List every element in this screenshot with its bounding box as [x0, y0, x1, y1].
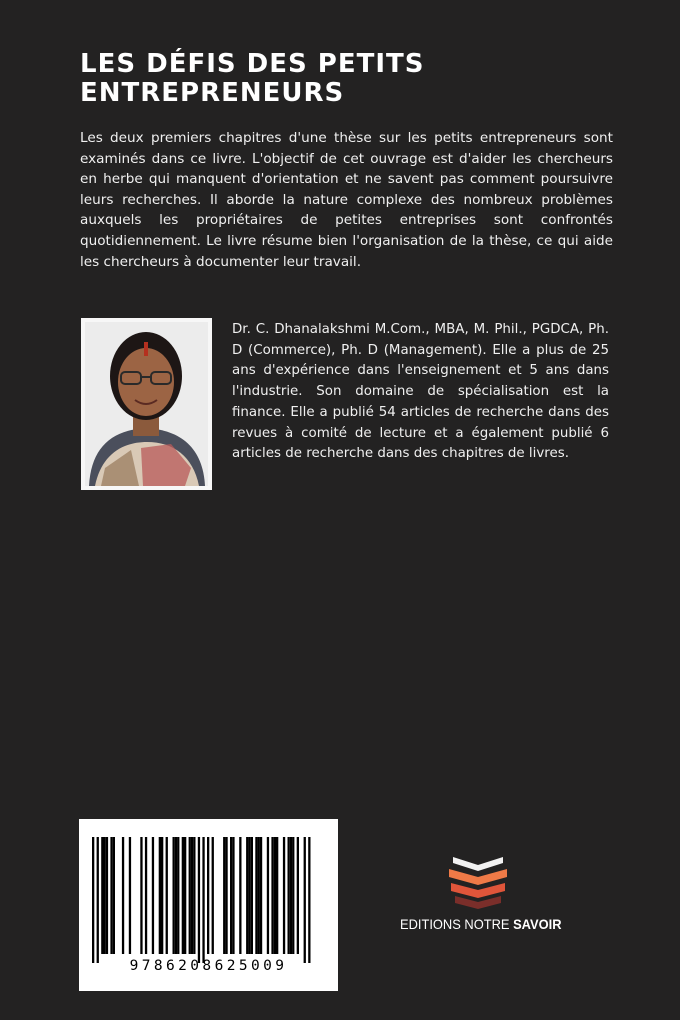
barcode-bar [122, 837, 124, 954]
publisher-name [400, 916, 562, 932]
barcode-bar [292, 837, 294, 954]
barcode-bar [304, 837, 306, 963]
barcode-bar [267, 837, 269, 954]
barcode-bar [161, 837, 163, 954]
barcode-bar [104, 837, 106, 954]
barcode-bar [251, 837, 253, 954]
barcode-bar [225, 837, 227, 954]
barcode-bar [276, 837, 278, 954]
barcode-bar [255, 837, 257, 954]
barcode-bar [248, 837, 250, 954]
barcode-bar [92, 837, 94, 963]
barcode-bar [271, 837, 273, 954]
barcode-bar [260, 837, 262, 954]
barcode-bar [193, 837, 195, 954]
barcode-bar [177, 837, 179, 954]
author-bio: Dr. C. Dhanalakshmi M.Com., MBA, M. Phil., PGDCA, Ph. D (Commerce), Ph. D (Management). Elle a plus de 25 ans d'expérience dans l'enseignement et 5 ans dans l'industrie. Son domaine de spécialisation est la finance. Elle a publié 54 articles de recherche dans des revues à comité de lecture et a également publié 6 articles de recherche dans des chapitres de livres. [232, 322, 609, 462]
barcode-bar [159, 837, 161, 954]
barcode-bar [113, 837, 115, 954]
barcode-bar [297, 837, 299, 954]
book-stack-icon [443, 853, 513, 913]
barcode-bar [173, 837, 175, 954]
barcode-bar [97, 837, 99, 963]
barcode-bar [239, 837, 241, 954]
barcode-bar [101, 837, 103, 954]
barcode-bar [175, 837, 177, 954]
barcode-bar [198, 837, 200, 963]
barcode-bar [274, 837, 276, 954]
barcode-bar [166, 837, 168, 954]
isbn-barcode [79, 819, 338, 991]
barcode-bar [189, 837, 191, 954]
barcode-bar [283, 837, 285, 954]
author-photo [81, 318, 212, 490]
author-portrait-icon [81, 318, 212, 490]
book-title [80, 50, 620, 108]
barcode-bar [258, 837, 260, 954]
barcode-bar [288, 837, 290, 954]
barcode-bar [246, 837, 248, 954]
publisher-name-bold: SAVOIR [513, 916, 562, 932]
barcode-bar [140, 837, 142, 954]
barcode-bar [191, 837, 193, 954]
title-line-2: ENTREPRENEURS [80, 78, 345, 108]
barcode-bar [182, 837, 184, 954]
isbn-number: 9786208625009 [129, 958, 288, 974]
barcode-bar [129, 837, 131, 954]
barcode-bar [290, 837, 292, 954]
barcode-bar [145, 837, 147, 954]
barcode-bar [308, 837, 310, 963]
barcode-bar [212, 837, 214, 954]
barcode-bar [106, 837, 108, 954]
barcode-bar [152, 837, 154, 954]
barcode-bar [207, 837, 209, 954]
barcode-bar [202, 837, 204, 963]
barcode-bar [232, 837, 234, 954]
barcode-bar [110, 837, 112, 954]
title-line-1: LES DÉFIS DES PETITS [80, 49, 425, 79]
publisher-name-light: EDITIONS NOTRE [400, 916, 514, 932]
book-summary: Les deux premiers chapitres d'une thèse sur les petits entrepreneurs sont examinés dans ce livre. L'objectif de cet ouvrage est d'aider les chercheurs en herbe qui manquent d'orientation et ne savent pas comment poursuivre leurs recherches. Il aborde la nature complexe des nombreux problèmes auxquels les propriétaires de petites entreprises sont confrontés quotidiennement. Le livre résume bien l'organisation de la thèse, ce qui aide les chercheurs à documenter leur travail. [80, 130, 613, 270]
barcode-bar [223, 837, 225, 954]
barcode-bar [184, 837, 186, 954]
barcode-bar [230, 837, 232, 954]
